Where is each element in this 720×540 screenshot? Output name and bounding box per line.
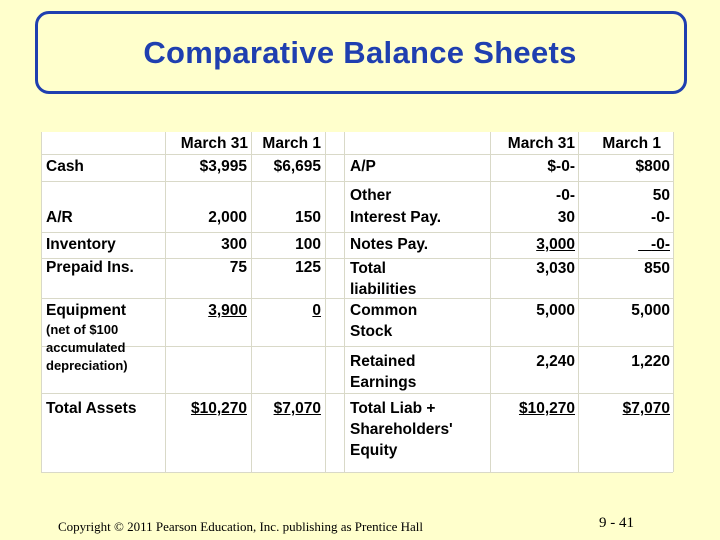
total-liab-label-line2: Shareholders' (350, 421, 453, 438)
equity-retained-mar31: 2,240 (536, 353, 575, 370)
asset-label-total: Total Assets (46, 400, 137, 417)
total-liab-mar1: $7,070 (622, 400, 670, 417)
asset-inventory-mar31: 300 (221, 236, 247, 253)
asset-ar-mar31: 2,000 (208, 209, 247, 226)
liab-label-liabilities: liabilities (350, 281, 417, 298)
liab-label-other: Other (350, 187, 392, 204)
total-liab-mar31: $10,270 (518, 400, 575, 417)
liab-header-march31: March 31 (507, 135, 575, 152)
asset-label-prepaid: Prepaid Ins. (46, 259, 134, 276)
liab-ap-mar31: $-0- (547, 158, 575, 175)
asset-inventory-mar1: 100 (295, 236, 321, 253)
liab-interest-mar31: 30 (557, 209, 575, 226)
liab-interest-mar1: -0- (651, 209, 670, 226)
equity-common-mar1: 5,000 (631, 302, 670, 319)
equity-label-common: Common (350, 302, 418, 319)
total-liab-label-line1: Total Liab + (350, 400, 436, 417)
liab-label-notes-pay: Notes Pay. (350, 236, 429, 253)
equity-label-earnings: Earnings (350, 374, 417, 391)
grid-line (41, 472, 673, 473)
equity-label-retained: Retained (350, 353, 416, 370)
asset-header-march31: March 31 (180, 135, 248, 152)
equipment-note-line: accumulated (46, 340, 126, 355)
liab-notes-mar31: 3,000 (536, 236, 575, 253)
liab-notes-mar1 (578, 235, 670, 255)
liab-total-mar1: 850 (644, 260, 670, 277)
grid-line (673, 132, 674, 472)
liab-label-total: Total (350, 260, 386, 277)
equity-common-mar31: 5,000 (536, 302, 575, 319)
grid-line (41, 181, 673, 182)
grid-line (41, 154, 673, 155)
asset-prepaid-mar31: 75 (229, 259, 247, 276)
asset-label-cash: Cash (46, 158, 84, 175)
asset-label-equipment: Equipment (46, 302, 127, 319)
liab-total-mar31: 3,030 (536, 260, 575, 277)
copyright-text: Copyright © 2011 Pearson Education, Inc. publishing as Prentice Hall (58, 519, 424, 534)
page-title: Comparative Balance Sheets (143, 35, 577, 70)
asset-prepaid-mar1: 125 (295, 259, 321, 276)
liab-other-mar1: 50 (652, 187, 670, 204)
liab-notes-mar1-value: -0- (651, 236, 670, 253)
asset-header-march1: March 1 (262, 135, 321, 152)
liab-label-ap: A/P (350, 158, 376, 175)
grid-line (325, 132, 326, 472)
asset-total-mar1: $7,070 (273, 400, 321, 417)
asset-equipment-mar1: 0 (312, 302, 321, 319)
grid-line (41, 232, 673, 233)
liab-label-interest-pay: Interest Pay. (350, 209, 442, 226)
liab-other-mar31: -0- (556, 187, 575, 204)
asset-label-inventory: Inventory (46, 236, 116, 253)
grid-line (41, 132, 42, 472)
equity-retained-mar1: 1,220 (631, 353, 670, 370)
grid-line (344, 132, 345, 472)
equipment-note-line: (net of $100 (46, 322, 119, 337)
equipment-note-line: depreciation) (46, 358, 128, 373)
equity-label-stock: Stock (350, 323, 393, 340)
grid-line (41, 346, 673, 347)
liab-header-march1: March 1 (602, 135, 661, 152)
asset-equipment-mar31: 3,900 (208, 302, 247, 319)
total-liab-label-line3: Equity (350, 442, 398, 459)
asset-ar-mar1: 150 (295, 209, 321, 226)
asset-cash-mar31: $3,995 (199, 158, 247, 175)
asset-label-ar: A/R (46, 209, 73, 226)
asset-total-mar31: $10,270 (190, 400, 247, 417)
grid-line (41, 393, 673, 394)
liab-ap-mar1: $800 (635, 158, 670, 175)
page-number: 9 - 41 (599, 515, 634, 531)
asset-cash-mar1: $6,695 (273, 158, 321, 175)
